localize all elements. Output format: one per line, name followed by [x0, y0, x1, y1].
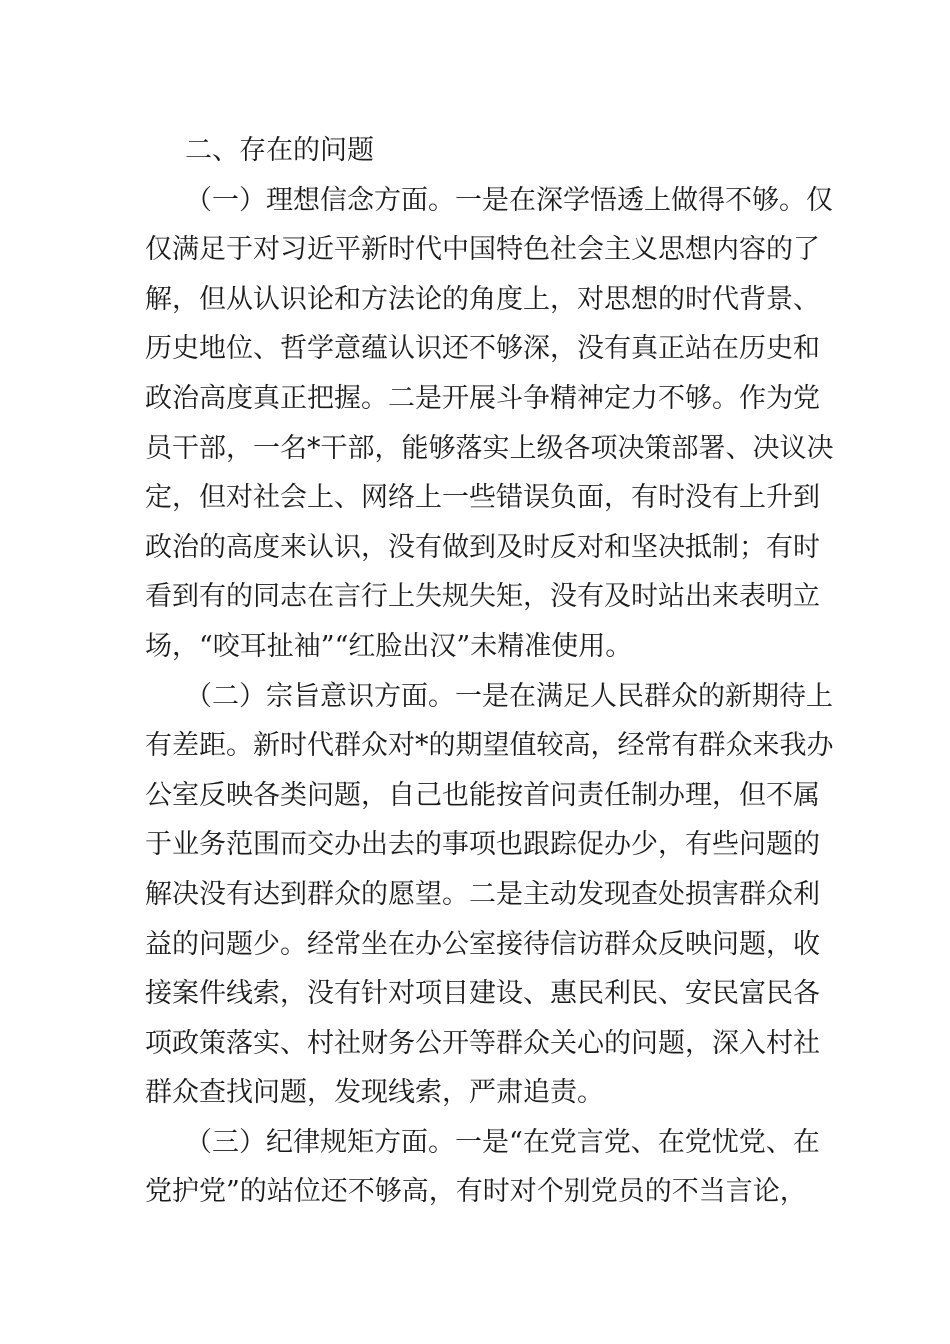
paragraph-line: 党护党”的站位还不够高，有时对个别党员的不当言论，	[145, 1176, 807, 1208]
paragraph-line: 公室反映各类问题，自己也能按首问责任制办理，但不属	[145, 779, 820, 811]
paragraph-line: （二）宗旨意识方面。一是在满足人民群众的新期待上	[185, 680, 833, 712]
paragraph-line: （一）理想信念方面。一是在深学悟透上做得不够。仅	[185, 184, 833, 216]
paragraph-line: 于业务范围而交办出去的事项也跟踪促办少，有些问题的	[145, 829, 820, 861]
paragraph-line: 有差距。新时代群众对*的期望值较高，经常有群众来我办	[145, 730, 834, 762]
document-body	[145, 126, 834, 1217]
paragraph-discipline-rules	[145, 1118, 820, 1217]
section-heading: 二、存在的问题	[185, 135, 374, 166]
paragraph-purpose-awareness	[145, 672, 834, 1118]
paragraph-line: 解决没有达到群众的愿望。二是主动发现查处损害群众利	[145, 878, 820, 910]
paragraph-line: 历史地位、哲学意蕴认识还不够深，没有真正站在历史和	[145, 333, 820, 365]
paragraph-line: 接案件线索，没有针对项目建设、惠民利民、安民富民各	[145, 978, 820, 1010]
paragraph-line: 仅满足于对习近平新时代中国特色社会主义思想内容的了	[145, 234, 820, 266]
paragraph-ideals-beliefs	[145, 176, 834, 672]
paragraph-line: 员干部，一名*干部，能够落实上级各项决策部署、决议决	[145, 432, 834, 464]
paragraph-line-last: 场，“咬耳扯袖”“红脸出汉”未精准使用。	[145, 630, 633, 662]
paragraph-line: 政治的高度来认识，没有做到及时反对和坚决抵制；有时	[145, 531, 820, 563]
paragraph-line: 项政策落实、村社财务公开等群众关心的问题，深入村社	[145, 1027, 820, 1059]
paragraph-line: （三）纪律规矩方面。一是“在党言党、在党忧党、在	[185, 1126, 820, 1158]
paragraph-line-last: 群众查找问题，发现线索，严肃追责。	[145, 1077, 604, 1109]
paragraph-line: 定，但对社会上、网络上一些错误负面，有时没有上升到	[145, 482, 820, 514]
paragraph-line: 益的问题少。经常坐在办公室接待信访群众反映问题，收	[145, 928, 820, 960]
paragraph-line: 解，但从认识论和方法论的角度上，对思想的时代背景、	[145, 283, 820, 315]
paragraph-line: 看到有的同志在言行上失规失矩，没有及时站出来表明立	[145, 581, 820, 613]
paragraph-line: 政治高度真正把握。二是开展斗争精神定力不够。作为党	[145, 382, 820, 414]
